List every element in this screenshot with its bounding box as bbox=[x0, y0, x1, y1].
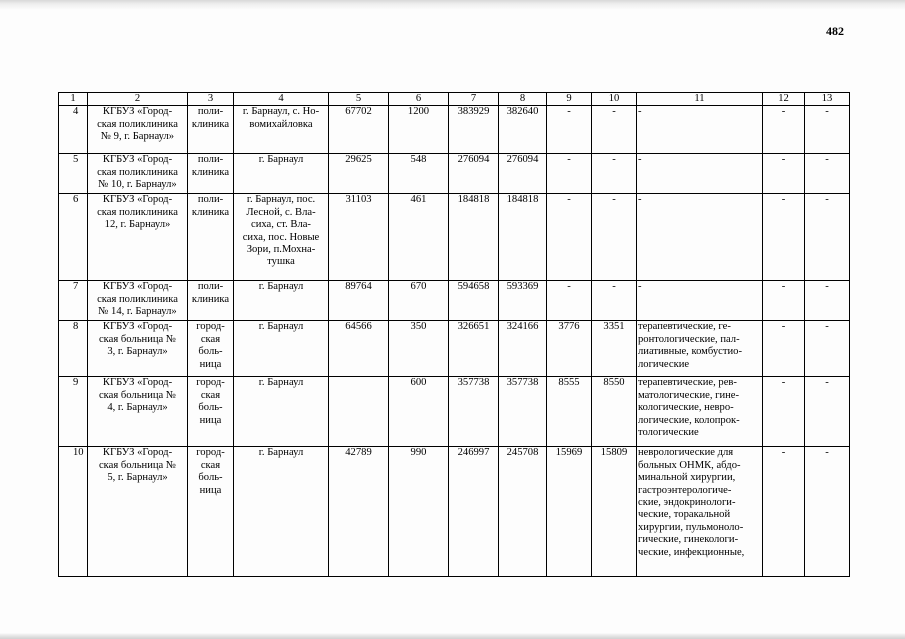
table-row bbox=[59, 154, 850, 194]
location-cell: г. Барнаул bbox=[234, 447, 329, 577]
location-cell: г. Барнаул bbox=[234, 154, 329, 194]
col10-cell: - bbox=[592, 194, 637, 281]
header-cell: 3 bbox=[188, 93, 234, 106]
col8-cell: 184818 bbox=[499, 194, 547, 281]
profiles-cell: терапевтические, рев- матологические, гине- кологические, невро- логические, колопрок- тологические bbox=[637, 377, 763, 447]
header-cell: 11 bbox=[637, 93, 763, 106]
col12-cell: - bbox=[763, 106, 805, 154]
facility-name-cell: КГБУЗ «Город- ская поликлиника 12, г. Барнаул» bbox=[88, 194, 188, 281]
col10-cell: 3351 bbox=[592, 321, 637, 377]
col6-cell: 670 bbox=[389, 281, 449, 321]
header-cell: 8 bbox=[499, 93, 547, 106]
col13-cell: - bbox=[805, 447, 850, 577]
col9-cell: - bbox=[547, 281, 592, 321]
col8-cell: 382640 bbox=[499, 106, 547, 154]
facility-name-cell: КГБУЗ «Город- ская больница № 3, г. Барнаул» bbox=[88, 321, 188, 377]
location-cell: г. Барнаул bbox=[234, 321, 329, 377]
col6-cell: 548 bbox=[389, 154, 449, 194]
facility-name-cell: КГБУЗ «Город- ская поликлиника № 9, г. Барнаул» bbox=[88, 106, 188, 154]
scan-edge-bottom bbox=[0, 633, 905, 639]
col10-cell: - bbox=[592, 106, 637, 154]
col6-cell: 990 bbox=[389, 447, 449, 577]
facility-name-cell: КГБУЗ «Город- ская поликлиника № 10, г. Барнаул» bbox=[88, 154, 188, 194]
col12-cell: - bbox=[763, 194, 805, 281]
row-number-cell: 7 bbox=[59, 281, 88, 321]
col8-cell: 357738 bbox=[499, 377, 547, 447]
col5-cell: 31103 bbox=[329, 194, 389, 281]
col13-cell: - bbox=[805, 154, 850, 194]
col8-cell: 593369 bbox=[499, 281, 547, 321]
col5-cell: 42789 bbox=[329, 447, 389, 577]
col7-cell: 357738 bbox=[449, 377, 499, 447]
col8-cell: 245708 bbox=[499, 447, 547, 577]
header-cell: 1 bbox=[59, 93, 88, 106]
col7-cell: 246997 bbox=[449, 447, 499, 577]
col7-cell: 594658 bbox=[449, 281, 499, 321]
row-number-cell: 5 bbox=[59, 154, 88, 194]
col7-cell: 276094 bbox=[449, 154, 499, 194]
col6-cell: 350 bbox=[389, 321, 449, 377]
facility-type-cell: город- ская боль- ница bbox=[188, 321, 234, 377]
location-cell: г. Барнаул, с. Но- вомихайловка bbox=[234, 106, 329, 154]
table-row bbox=[59, 447, 850, 577]
facilities-table bbox=[58, 92, 850, 577]
col5-cell: 89764 bbox=[329, 281, 389, 321]
facility-type-cell: город- ская боль- ница bbox=[188, 447, 234, 577]
header-cell: 6 bbox=[389, 93, 449, 106]
profiles-cell: терапевтические, ге- ронтологические, пал- лиативные, комбустио- логические bbox=[637, 321, 763, 377]
col12-cell: - bbox=[763, 154, 805, 194]
header-cell: 4 bbox=[234, 93, 329, 106]
table-header-row bbox=[59, 93, 850, 106]
facility-type-cell: поли- клиника bbox=[188, 106, 234, 154]
col13-cell: - bbox=[805, 377, 850, 447]
header-cell: 12 bbox=[763, 93, 805, 106]
col12-cell: - bbox=[763, 281, 805, 321]
col5-cell bbox=[329, 377, 389, 447]
col13-cell: - bbox=[805, 281, 850, 321]
col10-cell: - bbox=[592, 154, 637, 194]
row-number-cell: 6 bbox=[59, 194, 88, 281]
facility-type-cell: поли- клиника bbox=[188, 154, 234, 194]
location-cell: г. Барнаул bbox=[234, 377, 329, 447]
table-row bbox=[59, 106, 850, 154]
col13-cell: - bbox=[805, 194, 850, 281]
row-number-cell: 4 bbox=[59, 106, 88, 154]
profiles-cell: - bbox=[637, 194, 763, 281]
facility-name-cell: КГБУЗ «Город- ская больница № 4, г. Барнаул» bbox=[88, 377, 188, 447]
table-row bbox=[59, 321, 850, 377]
col10-cell: 8550 bbox=[592, 377, 637, 447]
col9-cell: 8555 bbox=[547, 377, 592, 447]
col9-cell: - bbox=[547, 154, 592, 194]
facility-name-cell: КГБУЗ «Город- ская больница № 5, г. Барнаул» bbox=[88, 447, 188, 577]
col12-cell: - bbox=[763, 321, 805, 377]
location-cell: г. Барнаул, пос. Лесной, с. Вла- сиха, ст. Вла- сиха, пос. Новые Зори, п.Мохна- тушка bbox=[234, 194, 329, 281]
scan-edge-top bbox=[0, 0, 905, 10]
header-cell: 13 bbox=[805, 93, 850, 106]
col7-cell: 326651 bbox=[449, 321, 499, 377]
header-cell: 5 bbox=[329, 93, 389, 106]
col12-cell: - bbox=[763, 377, 805, 447]
col13-cell: - bbox=[805, 321, 850, 377]
header-cell: 9 bbox=[547, 93, 592, 106]
col13-cell: - bbox=[805, 106, 850, 154]
facility-type-cell: поли- клиника bbox=[188, 194, 234, 281]
facility-type-cell: поли- клиника bbox=[188, 281, 234, 321]
col5-cell: 64566 bbox=[329, 321, 389, 377]
table-row bbox=[59, 377, 850, 447]
col9-cell: - bbox=[547, 106, 592, 154]
header-cell: 2 bbox=[88, 93, 188, 106]
row-number-cell: 9 bbox=[59, 377, 88, 447]
col6-cell: 461 bbox=[389, 194, 449, 281]
header-cell: 10 bbox=[592, 93, 637, 106]
page-number: 482 bbox=[826, 24, 844, 38]
col12-cell: - bbox=[763, 447, 805, 577]
col7-cell: 184818 bbox=[449, 194, 499, 281]
col8-cell: 276094 bbox=[499, 154, 547, 194]
row-number-cell: 10 bbox=[59, 447, 88, 577]
col10-cell: 15809 bbox=[592, 447, 637, 577]
facility-type-cell: город- ская боль- ница bbox=[188, 377, 234, 447]
location-cell: г. Барнаул bbox=[234, 281, 329, 321]
facility-name-cell: КГБУЗ «Город- ская поликлиника № 14, г. Барнаул» bbox=[88, 281, 188, 321]
profiles-cell: неврологические для больных ОНМК, абдо- минальной хирургии, гастроэнтерологиче- ские, эндокринологи- ческие, торакальной хирургии, пульмоноло- гические, гинекологи- ческие, инфекционные, bbox=[637, 447, 763, 577]
col6-cell: 1200 bbox=[389, 106, 449, 154]
col9-cell: - bbox=[547, 194, 592, 281]
profiles-cell: - bbox=[637, 281, 763, 321]
col7-cell: 383929 bbox=[449, 106, 499, 154]
row-number-cell: 8 bbox=[59, 321, 88, 377]
table-row bbox=[59, 281, 850, 321]
col9-cell: 3776 bbox=[547, 321, 592, 377]
col8-cell: 324166 bbox=[499, 321, 547, 377]
profiles-cell: - bbox=[637, 154, 763, 194]
col6-cell: 600 bbox=[389, 377, 449, 447]
header-cell: 7 bbox=[449, 93, 499, 106]
col5-cell: 29625 bbox=[329, 154, 389, 194]
col9-cell: 15969 bbox=[547, 447, 592, 577]
table-row bbox=[59, 194, 850, 281]
col5-cell: 67702 bbox=[329, 106, 389, 154]
profiles-cell: - bbox=[637, 106, 763, 154]
col10-cell: - bbox=[592, 281, 637, 321]
